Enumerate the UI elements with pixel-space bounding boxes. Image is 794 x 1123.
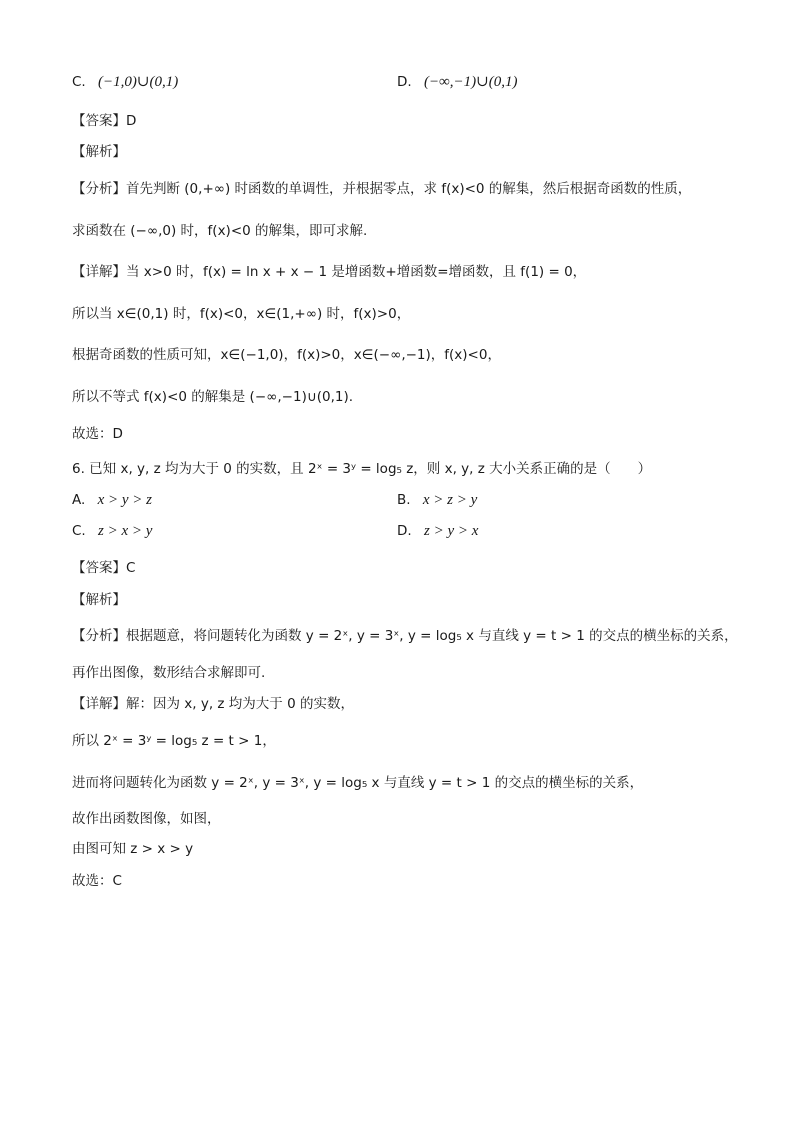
q6-option-d-label: D.	[397, 523, 412, 539]
q5-detail-line-4: 所以不等式 f(x)<0 的解集是 (−∞,−1)∪(0,1).	[72, 389, 354, 405]
q6-answer: 【答案】C	[72, 560, 136, 576]
q6-option-c-label: C.	[72, 523, 86, 539]
option-d-label: D.	[397, 74, 412, 90]
q5-detail-line-3: 根据奇函数的性质可知，x∈(−1,0)，f(x)>0，x∈(−∞,−1)，f(x)<0，	[72, 347, 501, 363]
q6-option-c	[72, 523, 152, 540]
q6-stem: 6. 已知 x, y, z 均为大于 0 的实数，且 2ˣ = 3ʸ = log₅ z，则 x, y, z 大小关系正确的是（ ）	[72, 461, 652, 477]
q5-jiexi-heading: 【解析】	[72, 144, 126, 160]
q6-option-d	[397, 523, 478, 540]
q6-detail-line-1: 【详解】解：因为 x, y, z 均为大于 0 的实数，	[72, 696, 354, 712]
option-c-label: C.	[72, 74, 86, 90]
q6-detail-line-2: 所以 2ˣ = 3ʸ = log₅ z = t > 1，	[72, 733, 276, 749]
q5-detail-line-1: 【详解】当 x>0 时，f(x) = ln x + x − 1 是增函数+增函数=增函数，且 f(1) = 0，	[72, 264, 587, 280]
q5-analysis-line-1: 【分析】首先判断 (0,+∞) 时函数的单调性，并根据零点，求 f(x)<0 的解集，然后根据奇函数的性质，	[72, 181, 692, 197]
q5-answer: 【答案】D	[72, 113, 137, 129]
q6-detail-line-3: 进而将问题转化为函数 y = 2ˣ, y = 3ˣ, y = log₅ x 与直线 y = t > 1 的交点的横坐标的关系，	[72, 775, 644, 791]
q6-option-d-value: z > y > x	[423, 523, 479, 539]
q6-option-c-value: z > x > y	[98, 523, 153, 539]
q6-option-a-value: x > y > z	[97, 492, 152, 508]
q6-option-b	[397, 492, 477, 509]
q6-detail-line-5: 由图可知 z > x > y	[72, 841, 194, 857]
q6-analysis-line-1: 【分析】根据题意，将问题转化为函数 y = 2ˣ, y = 3ˣ, y = log₅ x 与直线 y = t > 1 的交点的横坐标的关系，	[72, 628, 738, 644]
q6-analysis-line-2: 再作出图像，数形结合求解即可.	[72, 665, 266, 681]
q6-option-a	[72, 492, 152, 509]
q6-jiexi-heading: 【解析】	[72, 592, 126, 608]
q6-option-b-label: B.	[397, 492, 411, 508]
option-c	[72, 72, 178, 91]
q5-analysis-line-2: 求函数在 (−∞,0) 时，f(x)<0 的解集，即可求解.	[72, 223, 368, 239]
q5-choice: 故选：D	[72, 426, 123, 442]
q6-detail-line-4: 故作出函数图像，如图，	[72, 811, 221, 827]
q6-option-b-value: x > z > y	[422, 492, 478, 508]
q6-option-a-label: A.	[72, 492, 86, 508]
option-c-value: (−1,0)∪(0,1)	[98, 74, 179, 90]
option-d	[397, 72, 517, 91]
q5-detail-line-2: 所以当 x∈(0,1) 时，f(x)<0，x∈(1,+∞) 时，f(x)>0，	[72, 306, 411, 322]
q6-choice: 故选：C	[72, 873, 122, 889]
option-d-value: (−∞,−1)∪(0,1)	[423, 74, 518, 90]
